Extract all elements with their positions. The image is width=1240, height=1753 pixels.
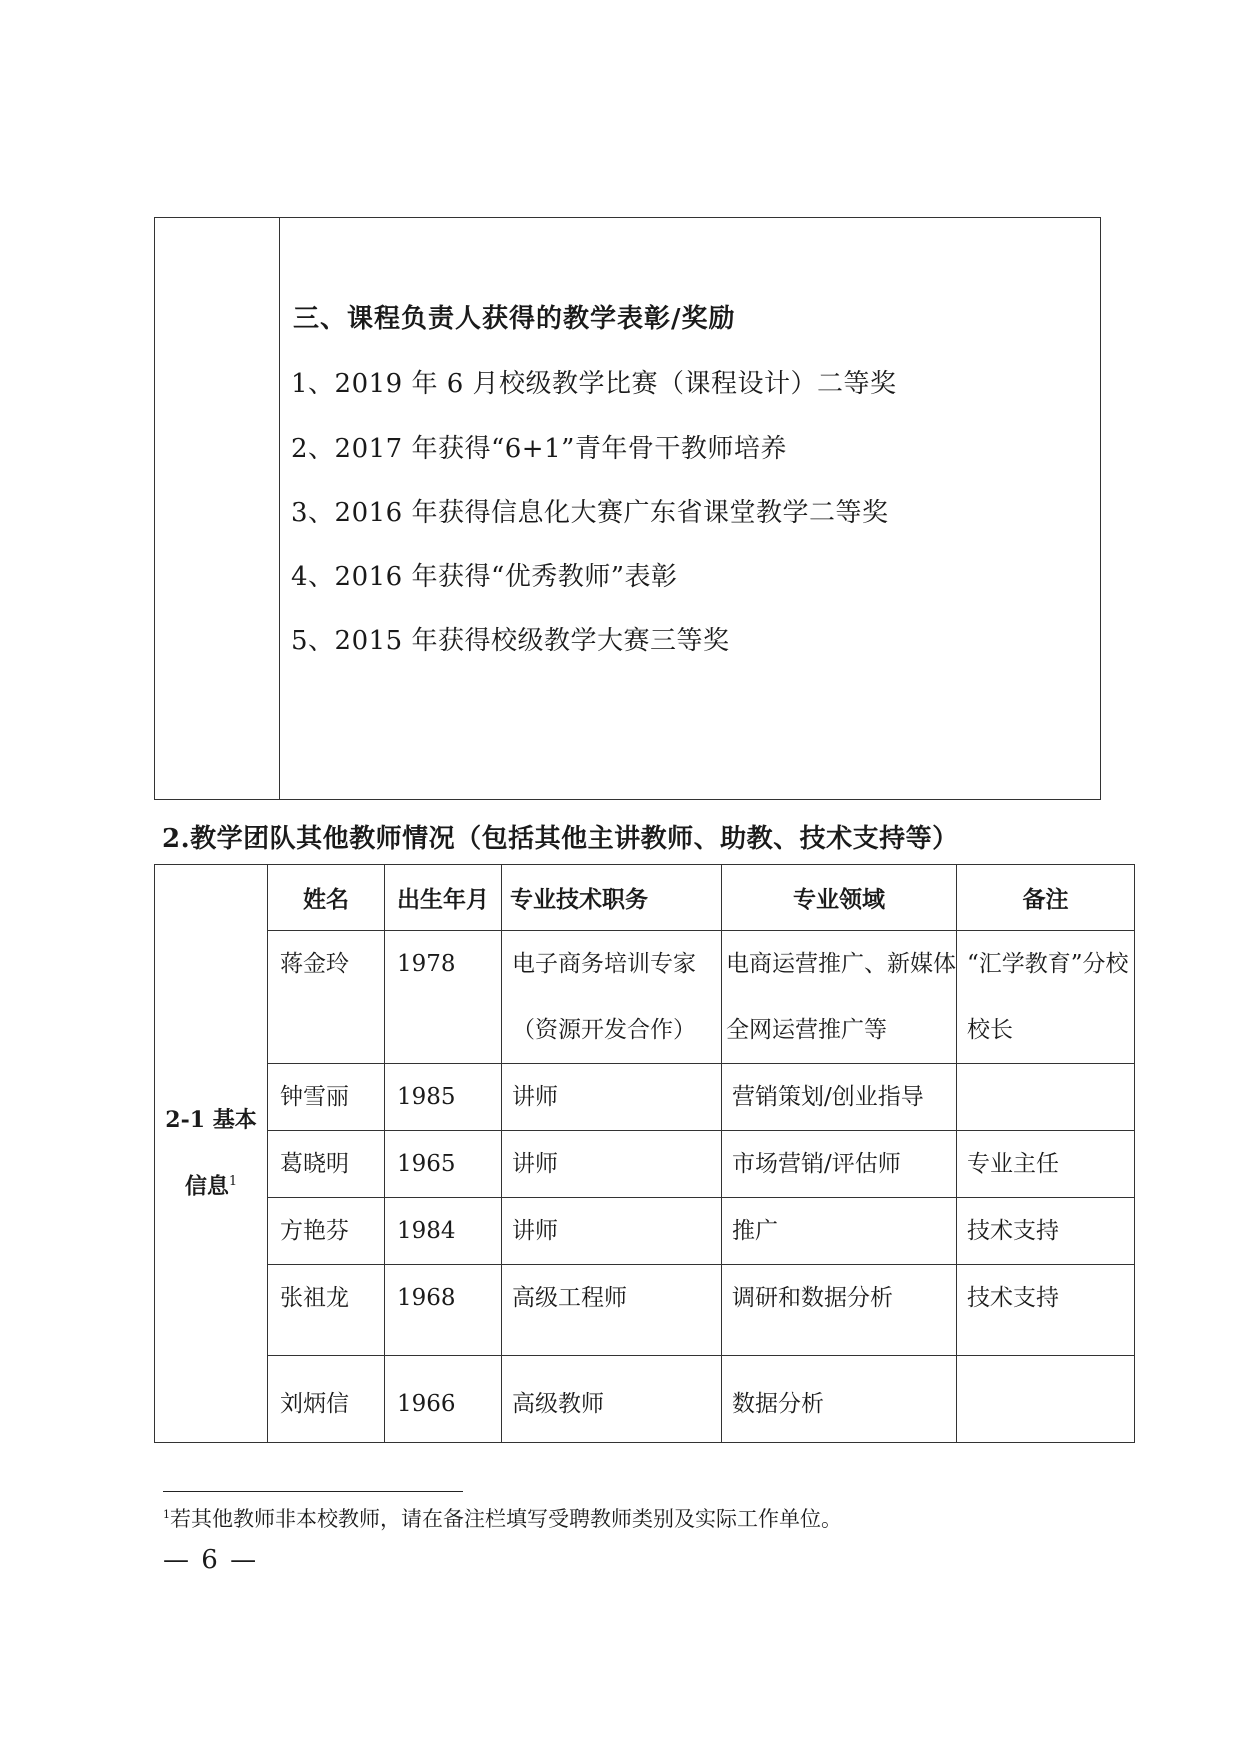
cell-title bbox=[502, 1265, 722, 1356]
cell-birth bbox=[385, 1265, 502, 1356]
cell-text: 1965 bbox=[397, 1151, 456, 1177]
cell-text: 葛晓明 bbox=[280, 1151, 349, 1177]
cell-name bbox=[268, 1064, 385, 1131]
cell-note bbox=[957, 931, 1135, 1064]
footnote-ref-1: 1 bbox=[228, 1174, 238, 1190]
footnote-text: 若其他教师非本校教师，请在备注栏填写受聘教师类别及实际工作单位。 bbox=[170, 1507, 842, 1531]
table-header-row bbox=[155, 865, 1135, 931]
header-field: 专业领域 bbox=[722, 865, 957, 931]
cell-text: 高级教师 bbox=[512, 1391, 604, 1417]
basic-info-label-line2-wrap bbox=[155, 1151, 267, 1217]
footnote-marker: 1 bbox=[163, 1508, 170, 1521]
cell-text: 电商运营推广、新媒体全网运营推广等 bbox=[726, 951, 956, 1043]
awards-box-divider bbox=[279, 217, 280, 800]
header-name: 姓名 bbox=[268, 865, 385, 931]
cell-text: 高级工程师 bbox=[512, 1285, 627, 1311]
cell-birth bbox=[385, 931, 502, 1064]
basic-info-label-line2: 信息 bbox=[184, 1173, 229, 1200]
cell-name bbox=[268, 1356, 385, 1443]
cell-note bbox=[957, 1356, 1135, 1443]
cell-text: 讲师 bbox=[512, 1218, 558, 1244]
table-row bbox=[155, 1064, 1135, 1131]
cell-note bbox=[957, 1265, 1135, 1356]
cell-text bbox=[957, 1064, 1134, 1065]
cell-birth bbox=[385, 1198, 502, 1265]
cell-text: 1966 bbox=[397, 1391, 456, 1417]
cell-field bbox=[722, 1198, 957, 1265]
cell-birth bbox=[385, 1356, 502, 1443]
basic-info-label bbox=[155, 865, 268, 1443]
cell-name bbox=[268, 1131, 385, 1198]
table-row bbox=[155, 1131, 1135, 1198]
cell-field bbox=[722, 1064, 957, 1131]
award-item-4: 4、2016 年获得“优秀教师”表彰 bbox=[291, 562, 678, 592]
cell-text: 专业主任 bbox=[967, 1151, 1059, 1177]
cell-text: 蒋金玲 bbox=[280, 951, 349, 977]
award-item-5: 5、2015 年获得校级教学大赛三等奖 bbox=[291, 626, 730, 656]
award-item-3: 3、2016 年获得信息化大赛广东省课堂教学二等奖 bbox=[291, 498, 889, 528]
cell-title bbox=[502, 1356, 722, 1443]
cell-text: 刘炳信 bbox=[280, 1391, 349, 1417]
footnote bbox=[163, 1503, 842, 1533]
cell-field bbox=[722, 1356, 957, 1443]
page-number: — 6 — bbox=[163, 1545, 259, 1575]
cell-note bbox=[957, 1131, 1135, 1198]
cell-text: 1984 bbox=[397, 1218, 456, 1244]
footnote-rule bbox=[163, 1491, 463, 1492]
cell-field bbox=[722, 1265, 957, 1356]
basic-info-label-line1: 2-1 基本 bbox=[165, 1107, 257, 1134]
cell-note bbox=[957, 1198, 1135, 1265]
cell-text: 钟雪丽 bbox=[280, 1084, 349, 1110]
header-title: 专业技术职务 bbox=[502, 865, 722, 931]
table-row bbox=[155, 1198, 1135, 1265]
cell-field bbox=[722, 931, 957, 1064]
cell-text: 1978 bbox=[397, 951, 456, 977]
cell-text bbox=[957, 1388, 1134, 1404]
team-teachers-table bbox=[154, 864, 1135, 1443]
header-note: 备注 bbox=[957, 865, 1135, 931]
cell-name bbox=[268, 931, 385, 1064]
cell-text: 调研和数据分析 bbox=[732, 1285, 893, 1311]
cell-text: 讲师 bbox=[512, 1084, 558, 1110]
cell-text: 1985 bbox=[397, 1084, 456, 1110]
cell-text: 讲师 bbox=[512, 1151, 558, 1177]
cell-title bbox=[502, 1198, 722, 1265]
cell-birth bbox=[385, 1064, 502, 1131]
cell-text: “汇学教育”分校校长 bbox=[967, 951, 1129, 1043]
table-row bbox=[155, 931, 1135, 1064]
cell-note bbox=[957, 1064, 1135, 1131]
award-item-2: 2、2017 年获得“6+1”青年骨干教师培养 bbox=[291, 434, 787, 464]
header-birth: 出生年月 bbox=[385, 865, 502, 931]
cell-text: 推广 bbox=[732, 1218, 778, 1244]
cell-text: 技术支持 bbox=[967, 1285, 1059, 1311]
team-section-title: 2.教学团队其他教师情况（包括其他主讲教师、助教、技术支持等） bbox=[162, 824, 959, 854]
award-item-1: 1、2019 年 6 月校级教学比赛（课程设计）二等奖 bbox=[291, 369, 897, 399]
cell-text: 张祖龙 bbox=[280, 1285, 349, 1311]
cell-text: 方艳芬 bbox=[280, 1218, 349, 1244]
table-row bbox=[155, 1265, 1135, 1356]
cell-text: 1968 bbox=[397, 1285, 456, 1311]
awards-heading: 三、课程负责人获得的教学表彰/奖励 bbox=[293, 304, 736, 334]
cell-text: 技术支持 bbox=[967, 1218, 1059, 1244]
cell-text: 市场营销/评估师 bbox=[732, 1151, 901, 1177]
cell-title bbox=[502, 1131, 722, 1198]
cell-birth bbox=[385, 1131, 502, 1198]
cell-text: 营销策划/创业指导 bbox=[732, 1084, 924, 1110]
cell-text: 电子商务培训专家（资源开发合作） bbox=[512, 951, 696, 1043]
table-row bbox=[155, 1356, 1135, 1443]
cell-name bbox=[268, 1265, 385, 1356]
cell-title bbox=[502, 931, 722, 1064]
cell-name bbox=[268, 1198, 385, 1265]
cell-field bbox=[722, 1131, 957, 1198]
cell-text: 数据分析 bbox=[732, 1391, 824, 1417]
cell-title bbox=[502, 1064, 722, 1131]
